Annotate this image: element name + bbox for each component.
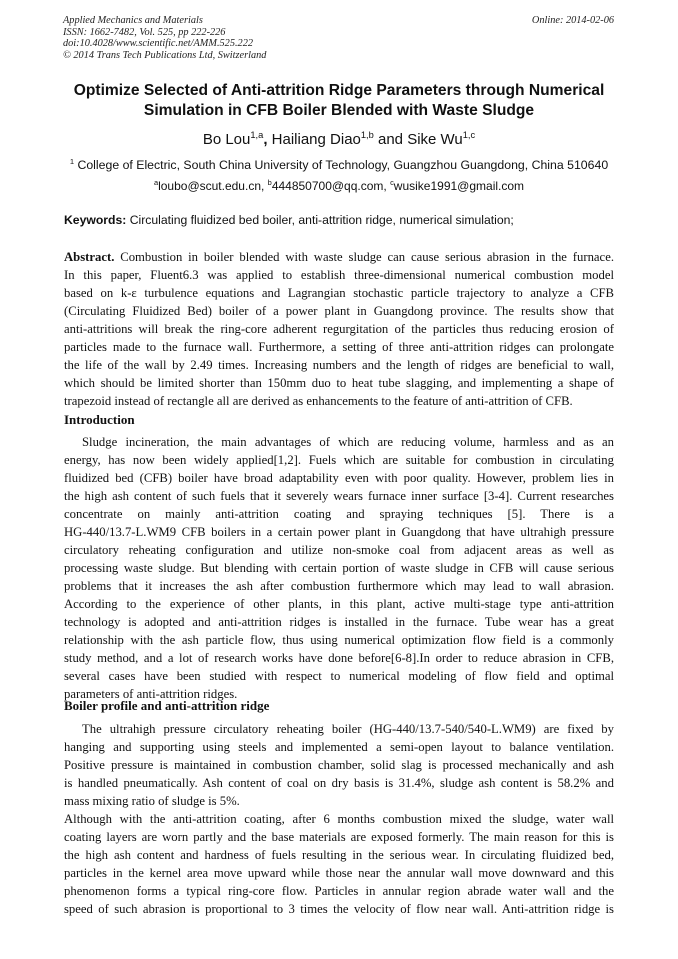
body-line: concentrate on mainly anti-attrition coating and spraying techniques [5]. There is a bbox=[64, 507, 614, 521]
body-line: the high ash content and hardness of fuels resulting in the serious wear. In circulating fluidized bed, bbox=[64, 848, 614, 862]
email: wusike1991@gmail.com bbox=[393, 179, 525, 193]
section-heading-introduction: Introduction bbox=[64, 412, 135, 427]
journal-doi: doi:10.4028/www.scientific.net/AMM.525.222 bbox=[63, 38, 253, 50]
body-line: processing waste sludge. But blending with certain portion of waste sludge in CFB will cause serious bbox=[64, 561, 614, 575]
author-name: Bo Lou bbox=[202, 131, 251, 148]
author-sep: , bbox=[263, 131, 272, 148]
body-line: speed of such abrasion is proportional to 3 times the velocity of flow near wall. Anti-attrition ridge is bbox=[64, 902, 614, 916]
paper-title bbox=[40, 81, 638, 121]
body-line: particles in the kernel area move upward while those near the annular wall move downward and this bbox=[64, 866, 614, 880]
journal-issn: ISSN: 1662-7482, Vol. 525, pp 222-226 bbox=[63, 26, 226, 38]
abstract-line: (Circulating Fluidized Bed) boiler of a power plant in Guangdong province. The results show that bbox=[64, 304, 614, 318]
body-line: study method, and a lot of research works have done before[6-8].In order to reduce abrasion in CFB, bbox=[64, 651, 614, 665]
body-line: parameters of anti-attrition ridges. bbox=[64, 687, 238, 701]
body-line: the high ash content of such fuels that it severely wears furnace inner surface [3-4]. Current researches bbox=[64, 489, 614, 503]
affiliation-text: College of Electric, South China University of Technology, Guangzhou Guangdong, China 510640 bbox=[74, 158, 609, 172]
journal-header bbox=[63, 15, 266, 61]
keywords bbox=[64, 212, 620, 228]
body-line: phenomenon forms a typical ring-core flow. Particles in annular region abrade water wall and the bbox=[64, 884, 614, 898]
body-line: The ultrahigh pressure circulatory reheating boiler (HG-440/13.7-540/540-L.WM9) are fixed by bbox=[82, 722, 614, 736]
affiliation-sup: 1 bbox=[69, 156, 75, 166]
abstract-text: Combustion in boiler blended with waste sludge can cause serious abrasion in the furnace. bbox=[114, 250, 614, 264]
journal-copyright: © 2014 Trans Tech Publications Ltd, Switzerland bbox=[63, 49, 267, 61]
abstract-line: the life of the wall by 2.49 times. Increasing numbers and the length of ridges are beneficial to wall, bbox=[64, 358, 614, 372]
body-line: Although with the anti-attrition coating, after 6 months combustion mixed the sludge, water wall bbox=[64, 812, 614, 826]
body-line: mass mixing ratio of sludge is 5%. bbox=[64, 794, 240, 808]
abstract-line bbox=[64, 248, 614, 266]
body-line: problems that it increases the ash after combustion furthermore which may lead to wall abrasion. bbox=[64, 579, 614, 593]
email-sup: a bbox=[153, 178, 159, 187]
body-line: relationship with the ash particle flow, thus using numerical optimization flow field is a commonly bbox=[64, 633, 614, 647]
author-sup: 1,c bbox=[462, 130, 476, 140]
affiliation bbox=[0, 157, 678, 173]
journal-name: Applied Mechanics and Materials bbox=[63, 15, 203, 26]
email-sup: b bbox=[267, 178, 272, 187]
author-sup: 1,a bbox=[250, 130, 264, 140]
keywords-label: Keywords: bbox=[64, 213, 127, 227]
email: loubo@scut.edu.cn, bbox=[158, 179, 268, 193]
email: 444850700@qq.com, bbox=[271, 179, 391, 193]
online-date: Online: 2014-02-06 bbox=[531, 15, 614, 26]
title-line: Optimize Selected of Anti-attrition Ridge Parameters through Numerical bbox=[73, 82, 605, 99]
author-sup: 1,b bbox=[360, 130, 374, 140]
body-line: technology is adopted and anti-attrition ridges is installed in the furnace. Tube wear has a great bbox=[64, 615, 614, 629]
keywords-text: Circulating fluidized bed boiler, anti-attrition ridge, numerical simulation; bbox=[126, 213, 514, 227]
body-line: hanging and supporting using steels and implemented a semi-open layout to balance ventilation. bbox=[64, 740, 614, 754]
body-line: coating layers are worn partly and the base materials are exposed formerly. The main reason for this is bbox=[64, 830, 614, 844]
body-line: several cases have been studied with respect to numerical modeling of flow field and optimal bbox=[64, 669, 614, 683]
body-line: Positive pressure is maintained in combustion chamber, solid slag is processed mechanically and ash bbox=[64, 758, 614, 772]
abstract-line: which should be limited shorter than 150mm duo to heat tube slagging, and implementing a shape of bbox=[64, 376, 614, 390]
body-line: energy, has now been widely applied[1,2]. Fuels which are suitable for combustion in circulating bbox=[64, 453, 614, 467]
body-line: HG-440/13.7-L.WM9 CFB boilers in a certain power plant in Guangdong that have ultrahigh pressure bbox=[64, 525, 614, 539]
body-line: circulatory reheating configuration and utilize non-smoke coal from adjacent areas as well as bbox=[64, 543, 614, 557]
section-heading-boiler-profile: Boiler profile and anti-attrition ridge bbox=[64, 698, 270, 713]
body-line: fluidized bed (CFB) boiler have broad adaptability even with poor quality. However, problem lies in bbox=[64, 471, 614, 485]
abstract bbox=[64, 248, 614, 410]
author-list bbox=[0, 130, 678, 150]
introduction-body bbox=[64, 433, 614, 703]
abstract-line: In this paper, Fluent6.3 was applied to establish three-dimensional numerical combustion model bbox=[64, 268, 614, 282]
body-line: According to the experience of other plants, in this plant, active multi-stage type anti-attrition bbox=[64, 597, 614, 611]
boiler-body bbox=[64, 720, 614, 918]
author-name: Hailiang Diao bbox=[271, 131, 361, 148]
abstract-line: based on k-ε turbulence equations and Lagrangian stochastic particle trajectory to analyze a CFB bbox=[64, 286, 614, 300]
body-line: is handled pneumatically. Ash content of coal on dry basis is 31.4%, sludge ash content is 58.2% and bbox=[64, 776, 614, 790]
body-line: Sludge incineration, the main advantages of which are reducing volume, harmless and as an bbox=[82, 435, 614, 449]
abstract-line: particles made to the furnace wall. Furthermore, a setting of three anti-attrition ridges can prolongate bbox=[64, 340, 614, 354]
abstract-line: trapezoid instead of rectangle all are derived as enhancements to the feature of anti-attrition of CFB. bbox=[64, 394, 573, 408]
email-sup: c bbox=[390, 178, 394, 187]
abstract-label: Abstract. bbox=[64, 250, 115, 264]
abstract-line: anti-attritions will break the ring-core adherent regurgitation of the particles thus reducing erosion of bbox=[64, 322, 614, 336]
title-line: Simulation in CFB Boiler Blended with Waste Sludge bbox=[143, 102, 535, 119]
author-sep: and bbox=[373, 131, 408, 148]
author-name: Sike Wu bbox=[407, 131, 463, 148]
email-list bbox=[0, 178, 678, 194]
